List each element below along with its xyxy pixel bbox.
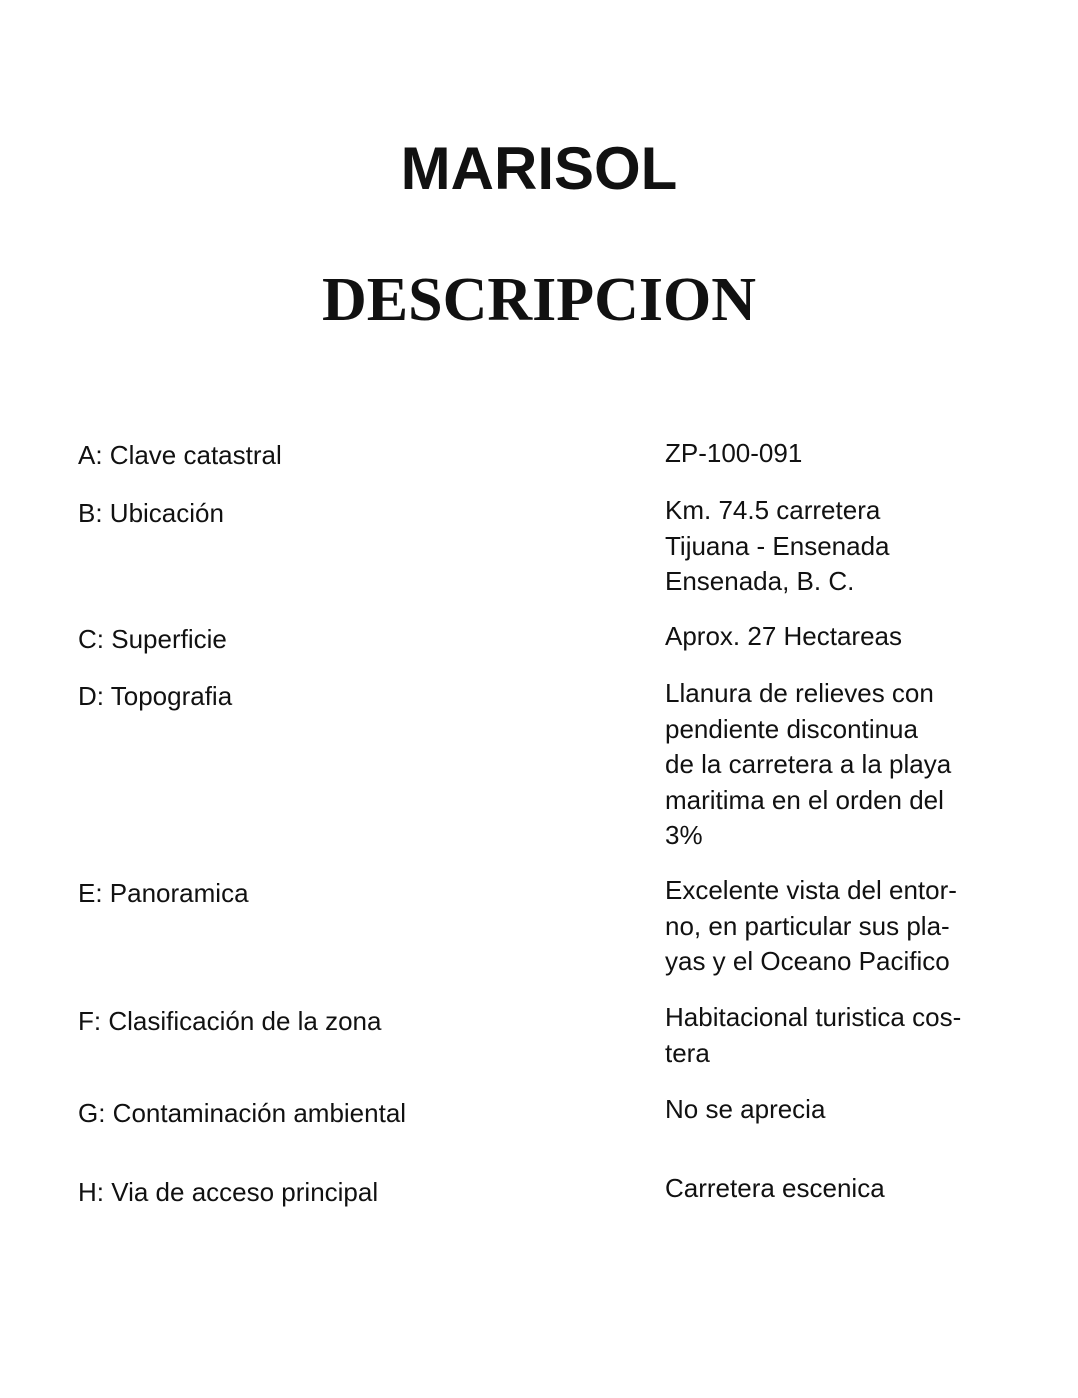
entry-value: No se aprecia — [665, 1094, 826, 1124]
entry-label: E: Panoramica — [78, 878, 249, 908]
entry-label: C: Superficie — [78, 624, 227, 654]
document-title: MARISOL — [400, 135, 678, 202]
entry-label: D: Topografia — [78, 681, 233, 711]
document-subtitle: DESCRIPCION — [321, 266, 757, 334]
entry-value: Carretera escenica — [665, 1173, 885, 1203]
entry-label: B: Ubicación — [78, 498, 224, 528]
entry-value: Excelente vista del entor- no, en particular sus pla- yas y el Oceano Pacifico — [665, 875, 957, 976]
entry-value: Habitacional turistica cos- tera — [665, 1002, 962, 1068]
entry-value: Llanura de relieves con pendiente discontinua de la carretera a la playa maritima en el orden del 3% — [665, 678, 952, 850]
entry-value: Km. 74.5 carretera Tijuana - Ensenada Ensenada, B. C. — [665, 495, 890, 596]
entry-label: A: Clave catastral — [78, 440, 282, 470]
entry-label: G: Contaminación ambiental — [78, 1098, 407, 1128]
entry-value: ZP-100-091 — [665, 438, 803, 468]
entry-label: H: Via de acceso principal — [78, 1177, 379, 1207]
entry-label: F: Clasificación de la zona — [78, 1006, 382, 1036]
entry-value: Aprox. 27 Hectareas — [665, 621, 903, 651]
